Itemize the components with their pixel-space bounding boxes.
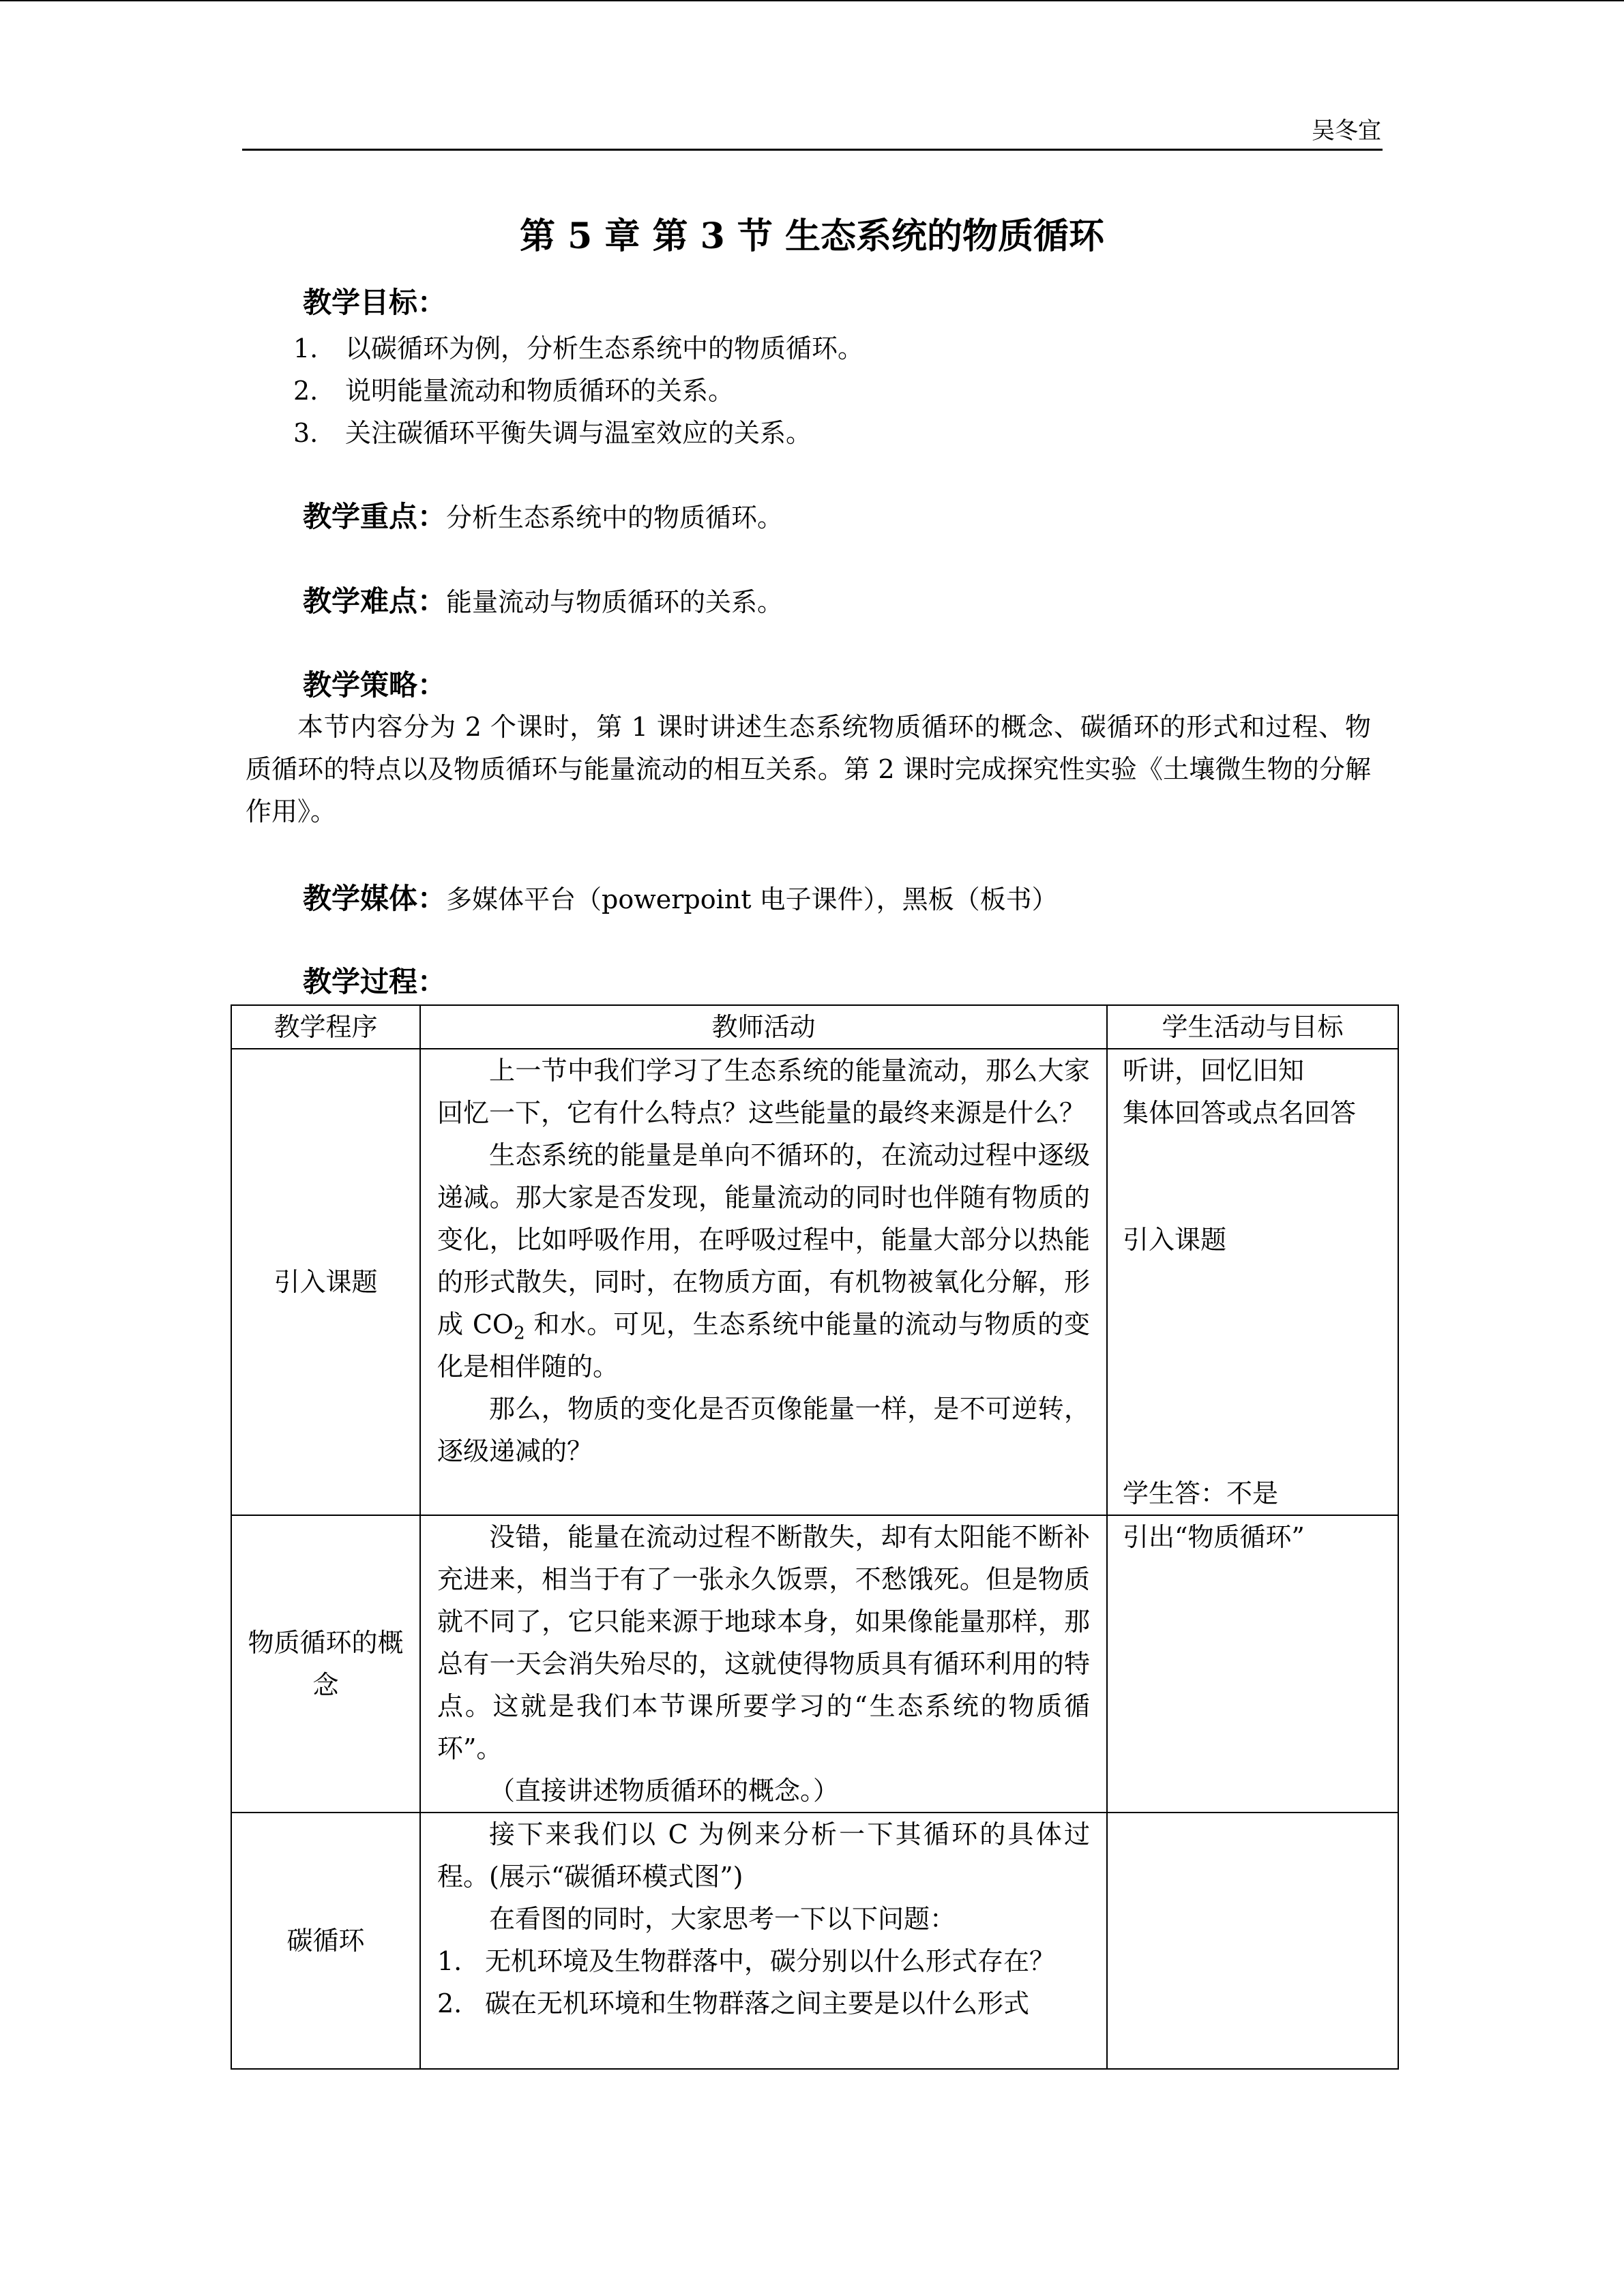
column-header: 教学程序 bbox=[231, 1005, 420, 1049]
teacher-paragraph: 上一节中我们学习了生态系统的能量流动，那么大家回忆一下，它有什么特点？这些能量的最终来源是什么？ bbox=[437, 1056, 1090, 1128]
student-line: 引出“物质循环” bbox=[1123, 1522, 1305, 1552]
student-cell bbox=[1107, 1813, 1398, 2069]
page-top-border bbox=[0, 0, 1624, 1]
teacher-paragraph: （直接讲述物质循环的概念。） bbox=[489, 1776, 840, 1806]
objective-item: 3. 关注碳循环平衡失调与温室效应的关系。 bbox=[293, 418, 812, 448]
objectives-list bbox=[293, 327, 863, 454]
column-header: 教师活动 bbox=[420, 1005, 1107, 1049]
media-text: 多媒体平台（powerpoint 电子课件），黑板（板书） bbox=[446, 884, 1058, 914]
difficulty bbox=[303, 582, 783, 621]
teacher-cell bbox=[420, 1515, 1107, 1813]
objective-item: 2. 说明能量流动和物质循环的关系。 bbox=[293, 376, 735, 406]
stage-cell: 物质循环的概念 bbox=[231, 1515, 420, 1813]
table-row bbox=[231, 1049, 1398, 1515]
teacher-paragraph: 没错，能量在流动过程不断散失，却有太阳能不断补充进来，相当于有了一张永久饭票，不愁饿死。但是物质就不同了，它只能来源于地球本身，如果像能量那样，那总有一天会消失殆尽的，这就使得物质具有循环利用的特点。这就是我们本节课所要学习的“生态系统的物质循环”。 bbox=[437, 1522, 1090, 1763]
objective-item: 1. 以碳循环为例，分析生态系统中的物质循环。 bbox=[293, 333, 864, 363]
teacher-cell bbox=[420, 1049, 1107, 1515]
teacher-paragraph: 接下来我们以 C 为例来分析一下其循环的具体过程。(展示“碳循环模式图”) bbox=[437, 1819, 1090, 1892]
student-line: 学生答：不是 bbox=[1123, 1478, 1279, 1508]
table-row bbox=[231, 1813, 1398, 2069]
student-cell bbox=[1107, 1515, 1398, 1813]
process-heading: 教学过程： bbox=[303, 965, 447, 998]
difficulty-text: 能量流动与物质循环的关系。 bbox=[446, 587, 784, 617]
objectives-heading: 教学目标： bbox=[303, 286, 447, 319]
table-row bbox=[231, 1515, 1398, 1813]
strategy-text: 本节内容分为 2 个课时，第 1 课时讲述生态系统物质循环的概念、碳循环的形式和过程、物质循环的特点以及物质循环与能量流动的相互关系。第 2 课时完成探究性实验《土壤微生物的分解作用》。 bbox=[246, 712, 1371, 826]
question-item: 1. 无机环境及生物群落中，碳分别以什么形式存在？ bbox=[437, 1946, 1056, 1976]
key-point-label: 教学重点： bbox=[303, 500, 447, 533]
teacher-cell bbox=[420, 1813, 1107, 2069]
strategy-heading: 教学策略： bbox=[303, 668, 447, 702]
student-cell bbox=[1107, 1049, 1398, 1515]
teacher-paragraph: 那么，物质的变化是否页像能量一样，是不可逆转，逐级递减的？ bbox=[437, 1394, 1090, 1466]
page-title: 第 5 章 第 3 节 生态系统的物质循环 bbox=[520, 215, 1104, 257]
student-line: 引入课题 bbox=[1123, 1225, 1227, 1255]
student-line: 听讲，回忆旧知 bbox=[1123, 1056, 1305, 1086]
key-point-text: 分析生态系统中的物质循环。 bbox=[446, 503, 784, 533]
process-table bbox=[231, 1004, 1399, 2070]
question-item: 2. 碳在无机环境和生物群落之间主要是以什么形式 bbox=[437, 1988, 1030, 2018]
table-header-row bbox=[231, 1005, 1398, 1049]
media-label: 教学媒体： bbox=[303, 882, 447, 915]
teacher-paragraph: 生态系统的能量是单向不循环的，在流动过程中逐级递减。那大家是否发现，能量流动的同时也伴随有物质的变化，比如呼吸作用，在呼吸过程中，能量大部分以热能的形式散失，同时，在物质方面，有机物被氧化分解，形成 $CO_2$ 和水。可见，生态系统中能量的流动与物质的变化是相伴随的。 bbox=[437, 1140, 1090, 1382]
column-header: 学生活动与目标 bbox=[1107, 1005, 1398, 1049]
student-line: 集体回答或点名回答 bbox=[1123, 1098, 1357, 1128]
header-rule bbox=[242, 149, 1383, 151]
key-point bbox=[303, 498, 783, 537]
teacher-paragraph: 在看图的同时，大家思考一下以下问题： bbox=[489, 1904, 956, 1934]
difficulty-label: 教学难点： bbox=[303, 584, 447, 618]
header-author: 吴冬宜 bbox=[1312, 117, 1381, 145]
stage-cell: 引入课题 bbox=[231, 1049, 420, 1515]
media bbox=[303, 880, 1058, 919]
stage-cell: 碳循环 bbox=[231, 1813, 420, 2069]
